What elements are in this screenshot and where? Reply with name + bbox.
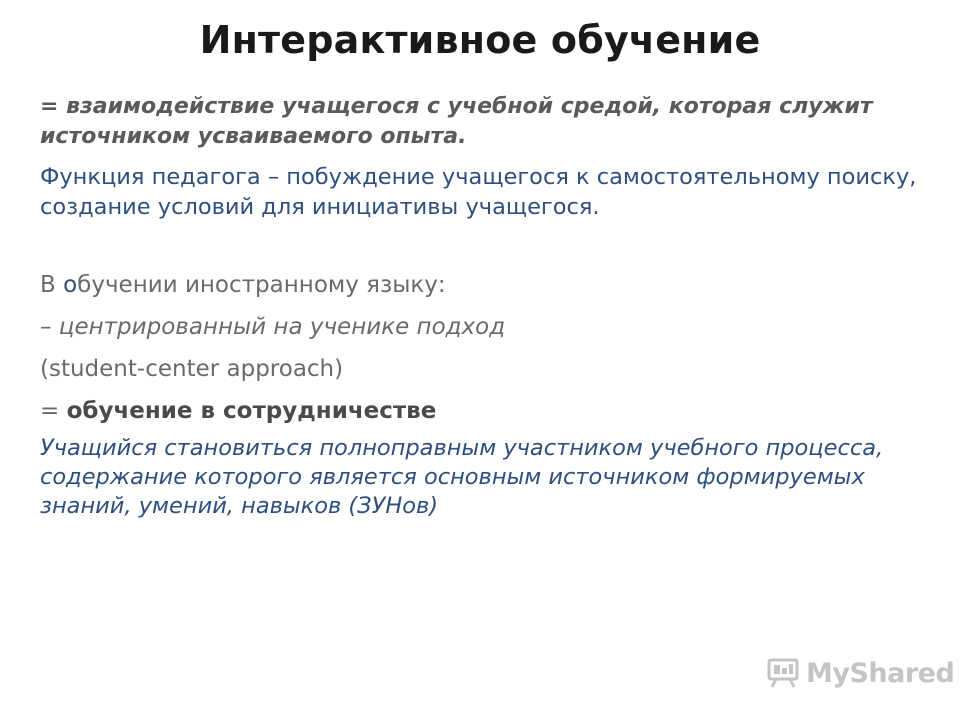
language-learning-heading bbox=[40, 270, 930, 300]
language-heading-accent: о bbox=[63, 272, 78, 298]
approach-russian: – центрированный на ученике подход bbox=[40, 314, 506, 340]
language-heading-rest: бучении иностранному языку: bbox=[77, 272, 446, 298]
definition-text: = взаимодействие учащегося с учебной средой, которая служит источником усваиваемого опыта. bbox=[40, 94, 873, 149]
student-role-text: Учащийся становиться полноправным участником учебного процесса, содержание которого является основным источником формируемых знаний, умений, навыков (ЗУНов) bbox=[40, 435, 884, 519]
presentation-board-icon bbox=[766, 656, 800, 690]
teacher-function-text: Функция педагога – побуждение учащегося к самостоятельному поиску, создание условий для инициативы учащегося. bbox=[40, 164, 917, 220]
cooperative-learning-line bbox=[40, 396, 930, 426]
watermark-text: MyShared bbox=[806, 657, 955, 689]
coop-bold: обучение в сотрудничестве bbox=[66, 398, 437, 424]
slide-title: Интерактивное обучение bbox=[199, 18, 761, 62]
myshared-watermark[interactable] bbox=[766, 656, 954, 690]
coop-prefix: = bbox=[40, 398, 67, 424]
language-heading-first: В bbox=[40, 272, 64, 298]
approach-english: (student-center approach) bbox=[40, 356, 344, 382]
slide-body bbox=[40, 92, 930, 521]
